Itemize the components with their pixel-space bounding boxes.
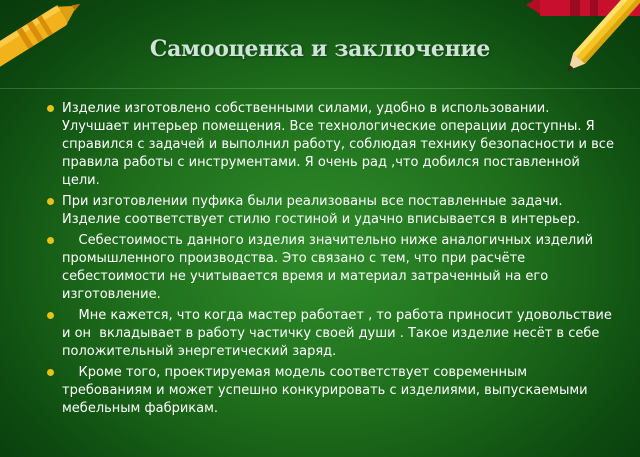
bullet-item [46, 193, 616, 229]
bullet-dot-icon [47, 198, 54, 205]
bullet-dot-icon [47, 369, 54, 376]
bullet-dot-icon [47, 105, 54, 112]
title-divider [0, 88, 640, 89]
bullet-text: Изделие изготовлено собственными силами, удобно в использовании. Улучшает интерьер помещения. Все технологические операции доступны. Я справился с задачей и выполнил работу, соблюдая технику безопасности и все правила работы с инструментами. Я очень рад ,что добился поставленной цели. [62, 101, 614, 188]
bullet-text: Кроме того, проектируемая модель соответствует современным требованиям и может успешно конкурировать с изделиями, выпускаемыми мебельным фабрикам. [62, 365, 592, 416]
bullet-item [46, 232, 616, 304]
slide-title: Самооценка и заключение [149, 36, 491, 62]
bullet-list [46, 100, 616, 421]
bullet-item [46, 364, 616, 418]
bullet-item [46, 307, 616, 361]
bullet-dot-icon [47, 312, 54, 319]
bullet-text: Мне кажется, что когда мастер работает , то работа приносит удовольствие и он вкладывает в работу частичку своей души . Такое изделие несёт в себе положительный энергетический заряд. [62, 308, 617, 359]
bullet-text: При изготовлении пуфика были реализованы все поставленные задачи. Изделие соответствует стилю гостиной и удачно вписывается в интерьер. [62, 194, 581, 227]
bullet-text: Себестоимость данного изделия значительно ниже аналогичных изделий промышленного производства. Это связано с тем, что при расчёте себестоимости не учитывается время и материал затраченный на его изготовление. [62, 233, 598, 302]
bullet-dot-icon [47, 237, 54, 244]
bullet-item [46, 100, 616, 190]
